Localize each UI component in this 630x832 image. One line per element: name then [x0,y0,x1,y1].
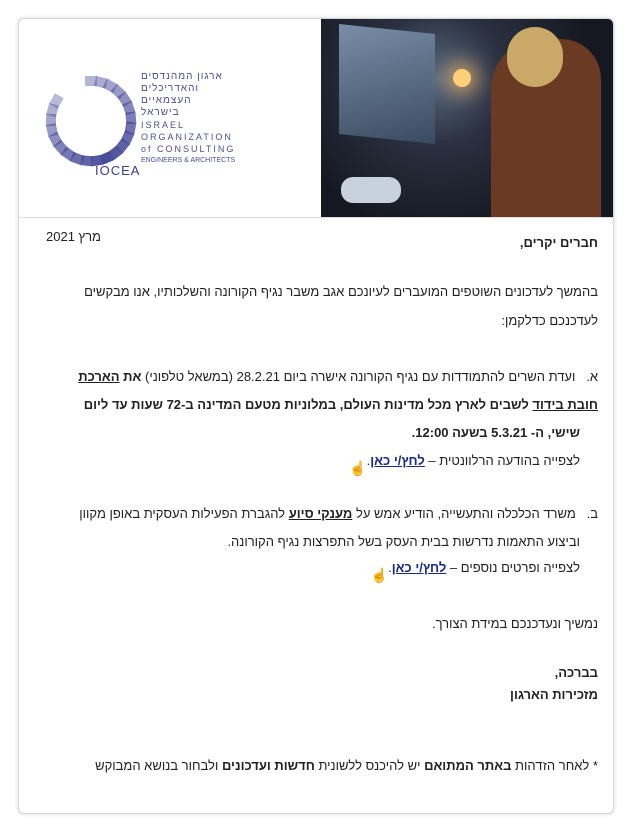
footnote [95,758,598,773]
hand-cursor-icon: ☝ [349,460,367,476]
text: לצפייה ופרטים נוספים – [446,560,580,575]
text: משרד הכלכלה והתעשייה, הודיע אמש על [352,506,576,521]
text: לשבים לארץ מכל מדינות העולם, במלוניות מטעם המדינה ב-72 שעות עד ליום [83,397,533,412]
logo-hebrew: בישראל [141,107,180,118]
greeting: חברים יקרים, [519,235,598,250]
text: ועדת השרים להתמודדות עם נגיף הקורונה אישרה ביום 28.2.21 (במשאל טלפוני) [141,369,576,384]
text: את [119,369,142,384]
header-banner [19,19,613,218]
item-marker: ב. [586,506,598,521]
item-b-line2: וביצוע התאמות נדרשות בבית העסק בשל התפרצות נגיף הקורונה. [227,534,580,549]
item-a-line1 [78,369,598,384]
text: מענקי סיוע [288,506,353,521]
item-a-line2 [84,397,598,412]
logo-english: ORGANIZATION [141,132,233,142]
intro-line: בהמשך לעדכונים השוטפים המועברים לעיונכם אגב משבר נגיף הקורונה והשלכותיו, אנו מבקשים [84,284,598,299]
text: לצפייה בהודעה הרלוונטית – [424,453,580,468]
logo-hebrew: והאדריכלים [141,83,200,94]
monitor [339,24,435,144]
item-a-view [349,453,580,477]
logo-english: ISRAEL [141,120,186,130]
logo-hebrew: העצמאיים [141,95,192,106]
text: יש להיכנס ללשונית [314,758,425,773]
logo-hebrew: ארגון המהנדסים [141,71,223,82]
face-mask [341,177,401,203]
item-a-line3: שישי, ה- 5.3.21 בשעה 12:00. [411,425,580,440]
hair [507,27,563,87]
item-marker: א. [586,369,598,384]
item-a-link[interactable]: לחץ/י כאן [370,453,425,468]
closing-note: נמשיך ונעדכנכם במידת הצורך. [431,616,598,631]
logo-ring-icon [39,69,143,173]
text: באתר המתואם [424,758,512,773]
hand-cursor-icon: ☝ [370,567,389,583]
text: ולבחור בנושא המבוקש [95,758,222,773]
item-b-link[interactable]: לחץ/י כאן [391,560,447,575]
text: הארכת [78,369,120,384]
logo-english: ENGINEERS & ARCHITECTS [141,157,236,164]
text: * לאחר הזדהות [511,758,598,773]
date: מרץ 2021 [46,229,101,244]
text: חדשות ועדכונים [221,758,315,773]
text: . [388,560,392,575]
logo-abbr: IOCEA [95,163,141,178]
item-b-line1 [79,506,598,521]
iocea-logo [39,69,239,179]
text: חובת בידוד [532,397,598,412]
signature: מזכירות הארגון [510,687,598,702]
header-photo [321,19,613,217]
intro-line: לעדכנכם כדלקמן: [501,313,598,328]
lamp [453,69,471,87]
logo-english: of CONSULTING [141,144,236,154]
text: . [366,453,371,468]
item-b-view [371,560,580,584]
text: להגברת הפעילות העסקית באופן מקוון [79,506,289,521]
signoff: בברכה, [554,665,598,680]
